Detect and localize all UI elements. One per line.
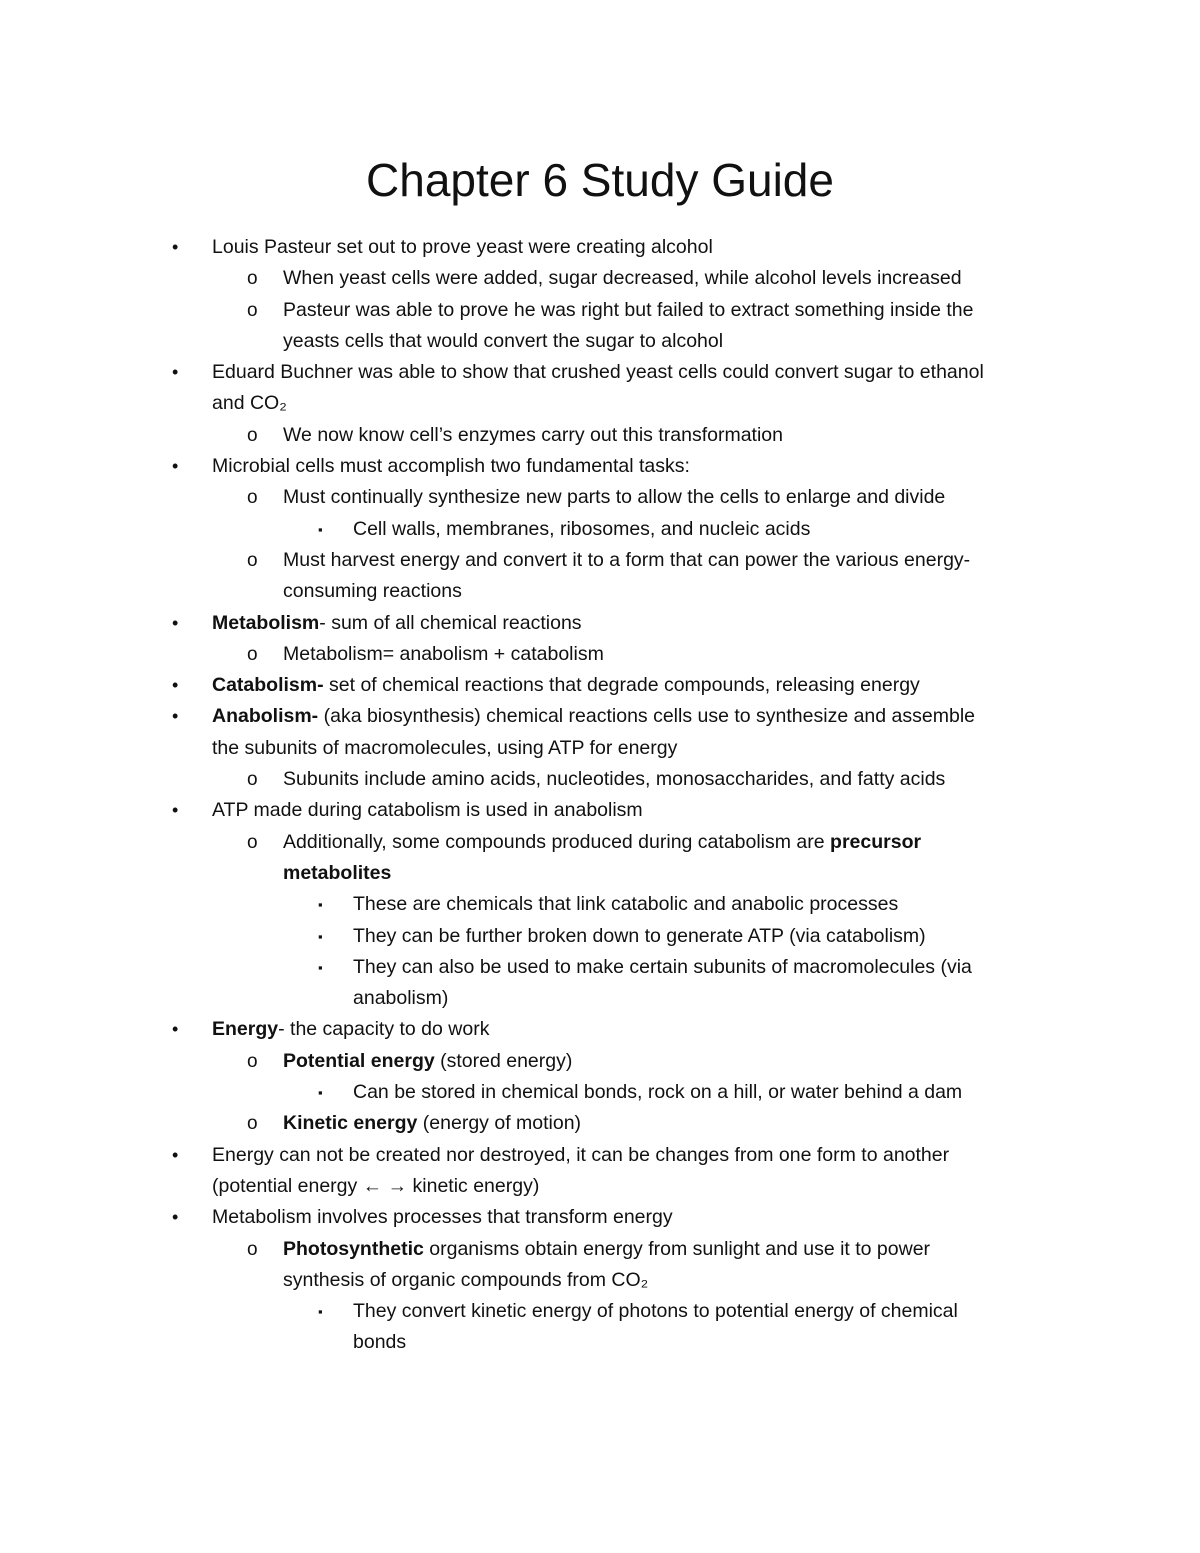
outline-line <box>0 482 1200 513</box>
outline-line <box>0 1077 1200 1108</box>
bold-term: precursor <box>830 830 922 853</box>
outline-line <box>0 1296 1200 1327</box>
outline-line <box>0 952 1200 983</box>
text-run: We now know cell’s enzymes carry out this transformation <box>283 423 783 446</box>
text-run: Louis Pasteur set out to prove yeast were creating alcohol <box>212 236 713 258</box>
square-bullet-icon: ▪ <box>318 1085 323 1101</box>
outline-line <box>0 670 1200 701</box>
circle-bullet-icon: o <box>247 549 258 571</box>
outline-text <box>212 733 677 764</box>
text-run: (energy of motion) <box>417 1112 582 1135</box>
outline-line <box>0 1046 1200 1077</box>
text-run: and CO₂ <box>212 392 287 415</box>
bold-term: Anabolism- <box>212 705 319 728</box>
outline-line <box>0 921 1200 952</box>
circle-bullet-icon: o <box>247 487 258 509</box>
outline-text <box>283 827 921 858</box>
bold-term: Catabolism- <box>212 674 324 697</box>
text-run: Metabolism= anabolism + catabolism <box>283 642 604 665</box>
disc-bullet-icon: • <box>172 800 179 821</box>
disc-bullet-icon: • <box>172 706 179 727</box>
outline-line <box>0 1234 1200 1265</box>
outline-line <box>0 764 1200 795</box>
text-run: They can be further broken down to generate ATP (via catabolism) <box>353 924 926 947</box>
outline-line <box>0 514 1200 545</box>
outline-text <box>283 576 462 607</box>
outline-line <box>0 701 1200 732</box>
outline-line <box>0 639 1200 670</box>
outline-line <box>0 1171 1200 1202</box>
outline-text <box>212 1014 489 1045</box>
bold-term: Potential energy <box>283 1049 435 1072</box>
text-run: the subunits of macromolecules, using ATP for energy <box>212 736 678 759</box>
outline-text <box>283 1046 572 1077</box>
circle-bullet-icon: o <box>247 1050 258 1072</box>
outline-text <box>283 1265 648 1296</box>
outline-text <box>353 1077 962 1108</box>
outline-text <box>353 983 448 1014</box>
outline-line <box>0 608 1200 639</box>
outline-text <box>212 701 975 732</box>
text-run: Metabolism involves processes that transform energy <box>212 1206 673 1229</box>
outline-line <box>0 889 1200 920</box>
outline-line <box>0 357 1200 388</box>
outline-text <box>353 952 972 983</box>
circle-bullet-icon: o <box>247 424 258 446</box>
outline-line <box>0 576 1200 607</box>
square-bullet-icon: ▪ <box>318 521 323 537</box>
outline-line <box>0 983 1200 1014</box>
circle-bullet-icon: o <box>247 299 258 321</box>
disc-bullet-icon: • <box>172 456 179 477</box>
text-run: set of chemical reactions that degrade compounds, releasing energy <box>323 674 920 697</box>
outline-line <box>0 263 1200 294</box>
circle-bullet-icon: o <box>247 1238 258 1260</box>
bold-term: Metabolism <box>212 611 320 634</box>
square-bullet-icon: ▪ <box>318 928 323 944</box>
outline-text <box>212 670 920 701</box>
outline-line <box>0 795 1200 826</box>
disc-bullet-icon: • <box>172 362 179 383</box>
text-run: Subunits include amino acids, nucleotides, monosaccharides, and fatty acids <box>283 768 946 791</box>
outline-text <box>212 1171 539 1202</box>
outline-text <box>283 764 945 795</box>
outline-line <box>0 1265 1200 1296</box>
outline-text <box>283 482 945 513</box>
text-run: bonds <box>353 1331 407 1354</box>
text-run: Energy can not be created nor destroyed, it can be changes from one form to another <box>212 1143 950 1166</box>
outline-line <box>0 545 1200 576</box>
outline-line <box>0 1140 1200 1171</box>
outline-text <box>212 232 713 263</box>
outline-text <box>283 639 604 670</box>
text-run: Microbial cells must accomplish two fundamental tasks: <box>212 455 690 478</box>
outline-text <box>212 357 984 388</box>
text-run: These are chemicals that link catabolic and anabolic processes <box>353 893 899 916</box>
outline-text <box>212 1202 673 1233</box>
text-run: Additionally, some compounds produced during catabolism are <box>283 830 831 853</box>
text-run: (stored energy) <box>434 1049 573 1072</box>
bold-term: Kinetic energy <box>283 1112 418 1135</box>
outline-text <box>353 1296 958 1327</box>
circle-bullet-icon: o <box>247 643 258 665</box>
disc-bullet-icon: • <box>172 1019 179 1040</box>
text-run: anabolism) <box>353 987 449 1010</box>
outline-line <box>0 1327 1200 1358</box>
text-run: - the capacity to do work <box>278 1018 490 1041</box>
disc-bullet-icon: • <box>172 675 179 696</box>
text-run: consuming reactions <box>283 580 462 603</box>
outline-text <box>283 545 970 576</box>
disc-bullet-icon: • <box>172 237 179 257</box>
bold-term: metabolites <box>283 861 392 884</box>
square-bullet-icon: ▪ <box>318 1304 323 1320</box>
study-guide-outline <box>0 232 1200 1359</box>
text-run: (aka biosynthesis) chemical reactions cells use to synthesize and assemble <box>318 705 975 728</box>
outline-text <box>283 1234 930 1265</box>
page-title: Chapter 6 Study Guide <box>366 154 834 206</box>
outline-line <box>0 326 1200 357</box>
text-run: Must continually synthesize new parts to allow the cells to enlarge and divide <box>283 486 946 509</box>
outline-text <box>353 514 810 545</box>
text-run: They can also be used to make certain subunits of macromolecules (via <box>353 955 972 978</box>
circle-bullet-icon: o <box>247 268 258 290</box>
disc-bullet-icon: • <box>172 1207 179 1228</box>
outline-line <box>0 420 1200 451</box>
outline-text <box>212 388 287 419</box>
disc-bullet-icon: • <box>172 612 179 633</box>
outline-line <box>0 733 1200 764</box>
outline-text <box>283 263 962 294</box>
text-run: (potential energy ← → kinetic energy) <box>212 1174 540 1197</box>
outline-line <box>0 451 1200 482</box>
outline-text <box>212 608 582 639</box>
text-run: Must harvest energy and convert it to a form that can power the various energy- <box>283 548 971 571</box>
text-run: - sum of all chemical reactions <box>319 611 582 634</box>
outline-text <box>283 326 723 357</box>
circle-bullet-icon: o <box>247 769 258 791</box>
text-run: When yeast cells were added, sugar decreased, while alcohol levels increased <box>283 267 962 290</box>
circle-bullet-icon: o <box>247 1113 258 1135</box>
text-run: ATP made during catabolism is used in anabolism <box>212 799 643 822</box>
outline-text <box>283 295 973 326</box>
outline-text <box>353 889 898 920</box>
disc-bullet-icon: • <box>172 1144 179 1165</box>
text-run: They convert kinetic energy of photons to potential energy of chemical <box>353 1300 958 1323</box>
square-bullet-icon: ▪ <box>318 897 323 913</box>
outline-line <box>0 232 1200 263</box>
text-run: yeasts cells that would convert the sugar to alcohol <box>283 329 724 352</box>
text-run: organisms obtain energy from sunlight and use it to power <box>423 1237 931 1260</box>
outline-text <box>283 420 783 451</box>
outline-text <box>283 858 391 889</box>
outline-line <box>0 827 1200 858</box>
outline-text <box>212 1140 949 1171</box>
outline-line <box>0 1108 1200 1139</box>
bold-term: Energy <box>212 1018 279 1041</box>
outline-line <box>0 1014 1200 1045</box>
outline-line <box>0 388 1200 419</box>
outline-text <box>353 921 926 952</box>
outline-line <box>0 1202 1200 1233</box>
bold-term: Photosynthetic <box>283 1237 424 1260</box>
text-run: synthesis of organic compounds from CO₂ <box>283 1268 649 1291</box>
square-bullet-icon: ▪ <box>318 959 323 975</box>
circle-bullet-icon: o <box>247 831 258 853</box>
outline-text <box>353 1327 406 1358</box>
text-run: Can be stored in chemical bonds, rock on a hill, or water behind a dam <box>353 1081 963 1104</box>
text-run: Cell walls, membranes, ribosomes, and nucleic acids <box>353 517 811 540</box>
text-run: Eduard Buchner was able to show that crushed yeast cells could convert sugar to ethanol <box>212 361 984 384</box>
outline-text <box>212 451 690 482</box>
outline-text <box>212 795 643 826</box>
outline-line <box>0 858 1200 889</box>
text-run: Pasteur was able to prove he was right but failed to extract something inside the <box>283 298 974 321</box>
outline-line <box>0 295 1200 326</box>
outline-text <box>283 1108 581 1139</box>
